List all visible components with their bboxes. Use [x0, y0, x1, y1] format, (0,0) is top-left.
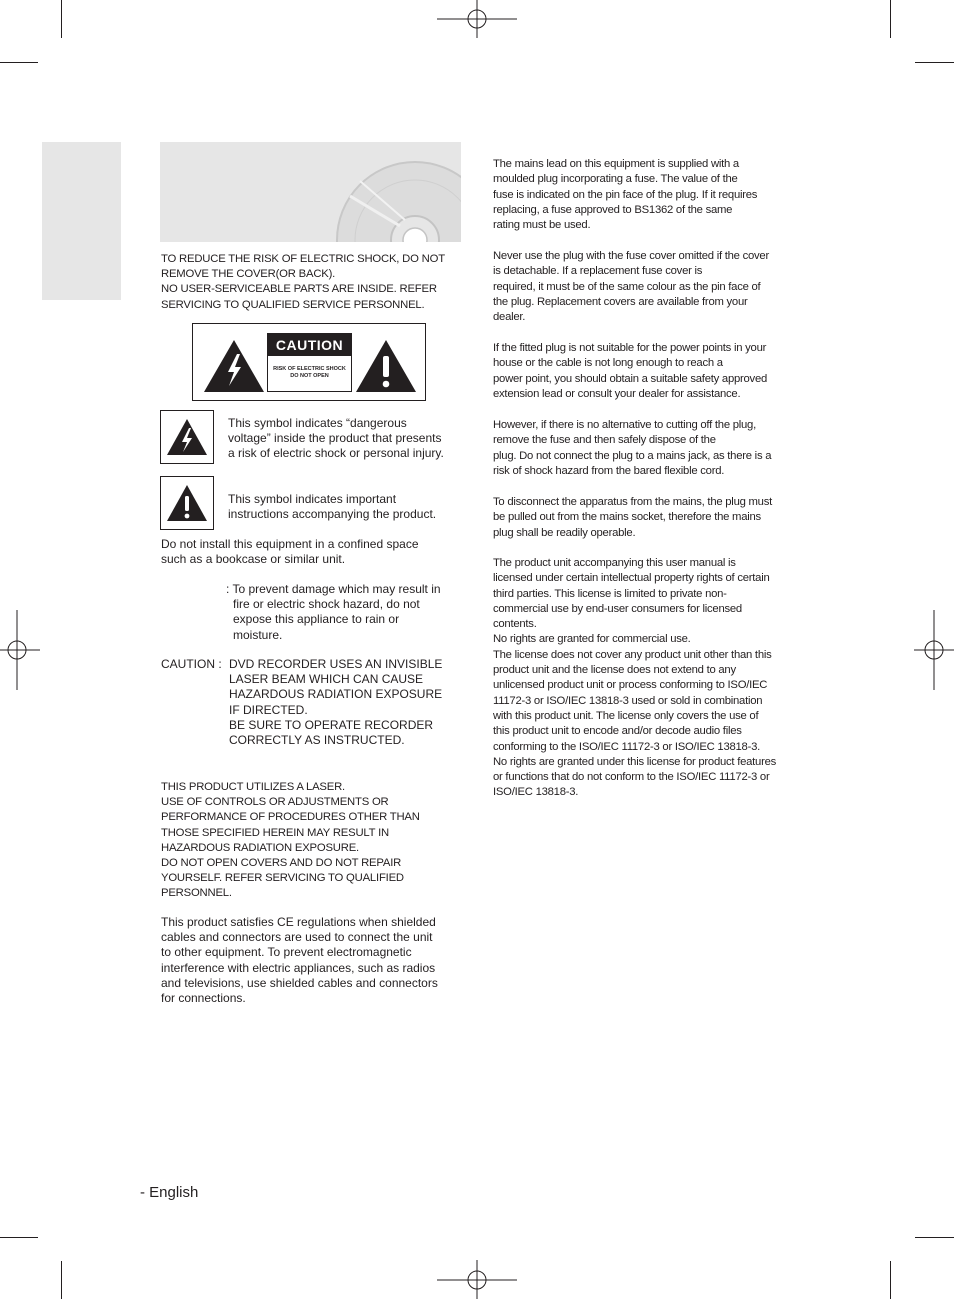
page-language-footer: - English	[140, 1184, 199, 1201]
registration-mark-icon	[437, 0, 517, 40]
caution-title: CAUTION	[268, 334, 351, 356]
disconnect-notice: To disconnect the apparatus from the mains, the plug must be pulled out from the mains socket, therefore the mains plug shall be readily operable.	[493, 496, 772, 539]
disc-graphic	[330, 156, 461, 242]
registration-mark-icon	[437, 1260, 517, 1299]
exclamation-warning-icon	[161, 477, 213, 529]
rain-warning: : To prevent damage which may result in fire or electric shock hazard, do not expose this appliance to rain or moisture.	[226, 582, 441, 642]
instructions-symbol-box	[160, 476, 214, 530]
confined-space-warning: Do not install this equipment in a confined space such as a bookcase or similar unit.	[161, 537, 419, 567]
laser-caution-label: CAUTION :	[161, 657, 222, 671]
caution-open-line: DO NOT OPEN	[290, 373, 329, 379]
registration-mark-icon	[914, 610, 954, 690]
side-tab	[42, 142, 121, 300]
lightning-warning-icon	[202, 338, 266, 394]
voltage-symbol-box	[160, 410, 214, 464]
license-notice: The product unit accompanying this user manual is licensed under certain intellectual property rights of certain third parties. This license is limited to private non- commercial use by end-user consumers for licensed contents. No rights are granted for commercial use. The license does not cover any product unit other than this product unit and the license does not extend to any unlicensed product unit or process conforming to ISO/IEC 11172-3 or ISO/IEC 13818-3 used or sold in combination with this product unit. The license only covers the use of this product unit to encode and/or decode audio files conforming to the ISO/IEC 11172-3 or ISO/IEC 13818-3. No rights are granted under this license for product features or functions that do not conform to the ISO/IEC 11172-3 or ISO/IEC 13818-3.	[493, 557, 777, 799]
header-band	[160, 142, 461, 242]
registration-mark-icon	[0, 610, 40, 690]
exclamation-warning-icon	[354, 338, 418, 394]
caution-plate	[267, 333, 352, 392]
caution-risk-line: RISK OF ELECTRIC SHOCK	[273, 366, 346, 372]
fuse-cover-notice: Never use the plug with the fuse cover omitted if the cover is detachable. If a replacement fuse cover is required, it must be of the same colour as the pin face of the plug. Replacement covers are available from your dealer.	[493, 250, 769, 324]
shock-warning: TO REDUCE THE RISK OF ELECTRIC SHOCK, DO NOT REMOVE THE COVER(OR BACK). NO USER-SERVICEABLE PARTS ARE INSIDE. REFER SERVICING TO QUALIFIED SERVICE PERSONNEL.	[161, 253, 445, 311]
lightning-warning-icon	[161, 411, 213, 463]
laser-caution-text: DVD RECORDER USES AN INVISIBLE LASER BEAM WHICH CAN CAUSE HAZARDOUS RADIATION EXPOSURE IF DIRECTED. BE SURE TO OPERATE RECORDER CORRECTLY AS INSTRUCTED.	[229, 657, 443, 748]
fitted-plug-notice: If the fitted plug is not suitable for the power points in your house or the cable is not long enough to reach a power point, you should obtain a suitable safety approved extension lead or consult your dealer for assistance.	[493, 342, 768, 400]
ce-regulations-notice: This product satisfies CE regulations when shielded cables and connectors are used to connect the unit to other equipment. To prevent electromagnetic interference with electric appliances, such as radios and televisions, use shielded cables and connectors for connections.	[161, 915, 438, 1006]
voltage-symbol-text: This symbol indicates “dangerous voltage” inside the product that presents a risk of electric shock or personal injury.	[228, 416, 444, 461]
laser-product-notice: THIS PRODUCT UTILIZES A LASER. USE OF CONTROLS OR ADJUSTMENTS OR PERFORMANCE OF PROCEDURES OTHER THAN THOSE SPECIFIED HEREIN MAY RESULT IN HAZARDOUS RADIATION EXPOSURE. DO NOT OPEN COVERS AND DO NOT REPAIR YOURSELF. REFER SERVICING TO QUALIFIED PERSONNEL.	[161, 781, 420, 900]
mains-lead-notice: The mains lead on this equipment is supplied with a moulded plug incorporating a fuse. The value of the fuse is indicated on the pin face of the plug. If it requires replacing, a fuse approved to BS1362 of the same rating must be used.	[493, 158, 758, 232]
caution-label	[192, 323, 426, 401]
cutting-plug-notice: However, if there is no alternative to cutting off the plug, remove the fuse and then safely dispose of the plug. Do not connect the plug to a mains jack, as there is a risk of shock hazard from the bared flexible cord.	[493, 419, 772, 477]
instructions-symbol-text: This symbol indicates important instructions accompanying the product.	[228, 492, 437, 522]
